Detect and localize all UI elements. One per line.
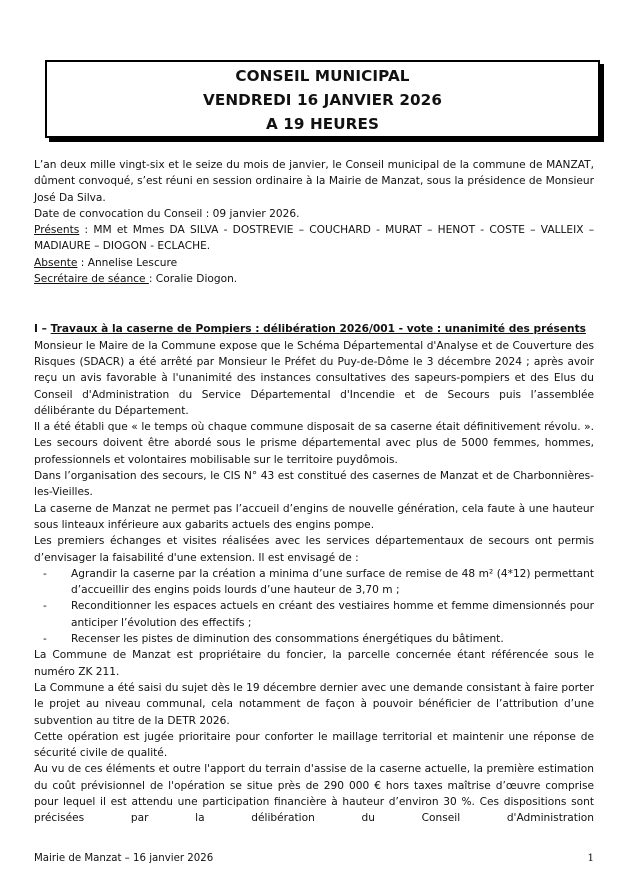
section-title: Travaux à la caserne de Pompiers : délibération 2026/001 - vote : unanimité des présents — [50, 323, 586, 336]
secretaire-label: Secrétaire de séance — [34, 273, 149, 286]
secretaire-name: : Coralie Diogon. — [148, 273, 238, 286]
list-item — [34, 598, 594, 631]
section-paragraph: Les premiers échanges et visites réalisées avec les services départementaux de secours ont permis d’envisager la faisabilité d'une extension. Il est envisagé de : — [34, 535, 594, 564]
bullet-dash: - — [43, 567, 47, 580]
section-paragraph: Au vu de ces éléments et outre l'apport du terrain d'assise de la caserne actuelle, la première estimation du coût prévisionnel de l'opération se situe près de 290 000 € hors taxes maîtrise d’œuvre comprise pour lequel il est attendu une participation financière à hauteur d’environ 30 %. Ces dispositions sont précisées par la délibération du Conseil d'Administration — [34, 763, 594, 825]
section-paragraph: La Commune a été saisi du sujet dès le 19 décembre dernier avec une demande consistant à faire porter le projet au niveau communal, cela notamment de façon à pouvoir bénéficier de l’attribution d’une subvention au titre de la DETR 2026. — [34, 681, 594, 727]
list-item-text: Recenser les pistes de diminution des consommations énergétiques du bâtiment. — [71, 633, 504, 646]
document-body — [34, 157, 594, 827]
footer-text: Mairie de Manzat – 16 janvier 2026 — [34, 853, 214, 864]
section-paragraph: La caserne de Manzat ne permet pas l’accueil d’engins de nouvelle génération, cela faute à une hauteur sous linteaux inférieure aux gabarits actuels des engins pompe. — [34, 502, 594, 531]
attendees — [34, 222, 594, 255]
presents-list: MM et Mmes DA SILVA - DOSTREVIE – COUCHARD - MURAT – HENOT - COSTE – VALLEIX – MADIAURE – DIOGON - ECLACHE. — [34, 224, 594, 253]
section-paragraph: Dans l’organisation des secours, le CIS N° 43 est constitué des casernes de Manzat et de Charbonnières-les-Vieilles. — [34, 470, 594, 499]
section-heading — [34, 321, 594, 337]
section-paragraph: La Commune de Manzat est propriétaire du foncier, la parcelle concernée étant référencée sous le numéro ZK 211. — [34, 649, 594, 678]
page-footer — [34, 852, 594, 866]
title-date: VENDREDI 16 JANVIER 2026 — [202, 91, 443, 109]
section-number: I – — [34, 323, 51, 336]
list-item — [34, 566, 594, 599]
list-item-text: Reconditionner les espaces actuels en créant des vestiaires homme et femme dimensionnés pour anticiper l’évolution des effectifs ; — [71, 600, 594, 629]
absent — [34, 255, 594, 271]
convocation-date: Date de convocation du Conseil : 09 janvier 2026. — [34, 207, 300, 220]
section-paragraph: Il a été établi que « le temps où chaque commune disposait de sa caserne était définitivement révolu. ». Les secours doivent être abordé sous le prisme départemental avec plus de 5000 femmes, hommes, professionnels et volontaires mobilisable sur le territoire puydômois. — [34, 421, 594, 466]
bullet-dash: - — [43, 633, 47, 646]
absente-label: Absente — [34, 256, 78, 269]
list-item — [34, 631, 594, 647]
presents-separator: : — [79, 224, 94, 237]
presents-label: Présents — [34, 224, 80, 237]
list-item-text: Agrandir la caserne par la création a minima d’une surface de remise de 48 m² (4*12) permettant d’accueillir des engins poids lourds d’une hauteur de 3,70 m ; — [71, 567, 594, 597]
page-number: 1 — [587, 853, 594, 864]
absente-name: : Annelise Lescure — [77, 256, 178, 269]
title-time: A 19 HEURES — [266, 115, 379, 133]
section-paragraph: Cette opération est jugée prioritaire pour conforter le maillage territorial et maintenir une réponse de sécurité civile de qualité. — [34, 730, 594, 760]
secretary — [34, 271, 594, 287]
title-council: CONSEIL MUNICIPAL — [235, 67, 410, 85]
bullet-dash: - — [43, 600, 47, 613]
title-box — [45, 60, 600, 138]
section-paragraph: Monsieur le Maire de la Commune expose que le Schéma Départemental d'Analyse et de Couverture des Risques (SDACR) a été arrêté par Monsieur le Préfet du Puy-de-Dôme le 3 décembre 2024 ; après avoir reçu un avis favorable à l'unanimité des instances consultatives des sapeurs-pompiers et des Elus du Conseil d'Administration du Service Départemental d'Incendie et de Secours puis l’assemblée délibérante du Département. — [34, 339, 594, 417]
opening-paragraph: L’an deux mille vingt-six et le seize du mois de janvier, le Conseil municipal de la commune de MANZAT, dûment convoqué, s’est réuni en session ordinaire à la Mairie de Manzat, sous la présidence de Monsieur José Da Silva. — [34, 159, 594, 204]
spacer — [34, 287, 594, 321]
works-list — [34, 566, 594, 647]
